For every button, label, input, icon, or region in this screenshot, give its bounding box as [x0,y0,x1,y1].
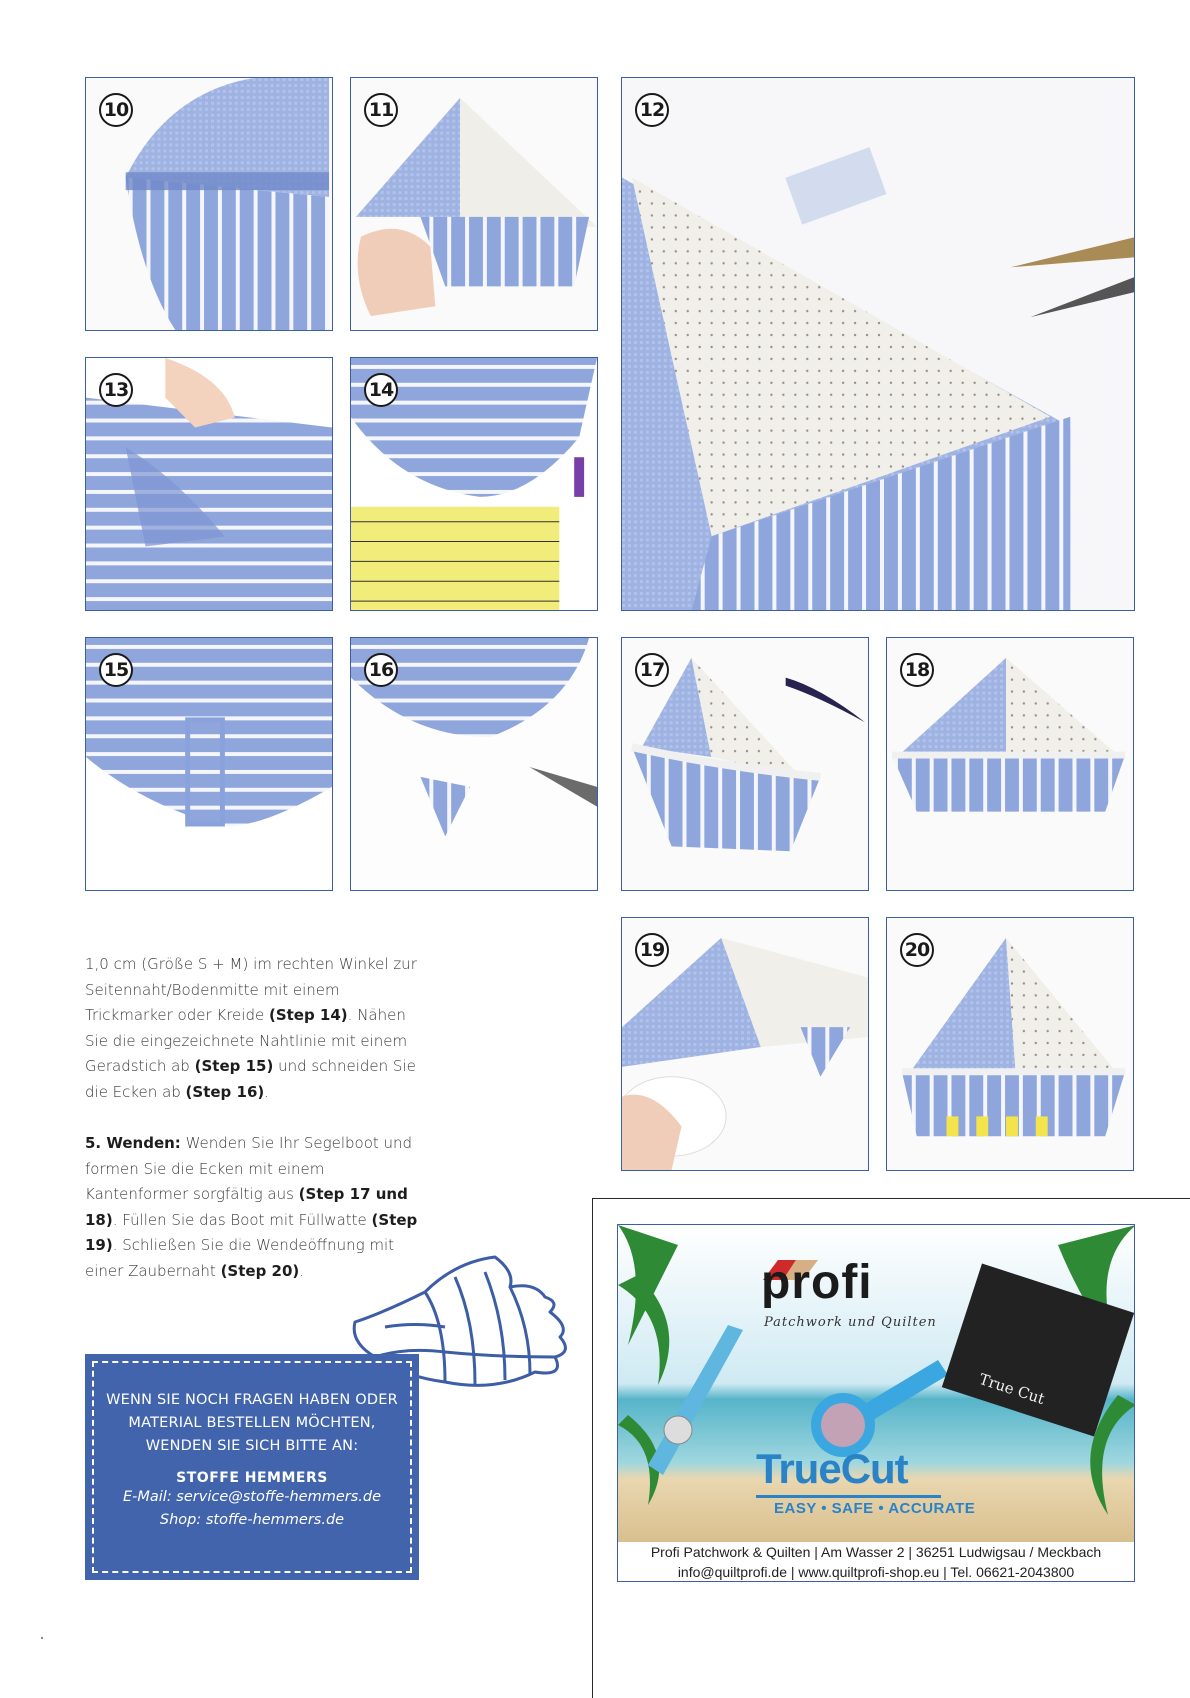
step-number-badge: 11 [364,93,398,127]
ad-footer [618,1542,1134,1582]
step-number-badge: 12 [635,93,669,127]
step-15-photo [85,637,333,891]
section-heading: 5. Wenden: [85,1134,181,1152]
step-number-badge: 10 [99,93,133,127]
step-17-photo [621,637,869,891]
advertisement[interactable] [617,1224,1135,1582]
info-heading: WENN SIE NOCH FRAGEN HABEN ODER MATERIAL BESTELLEN MÖCHTEN, WENDEN SIE SICH BITTE AN: [106,1392,398,1454]
shop-link[interactable]: Shop: stoffe-hemmers.de [159,1512,345,1528]
step-number-badge: 15 [99,653,133,687]
ad-address: Profi Patchwork & Quilten | Am Wasser 2 | 36251 Ludwigsau / Meckbach [650,1544,1102,1560]
step-number-badge: 17 [635,653,669,687]
text-span: Wenden Sie Ihr Segelboot und formen Sie die Ecken mit einem Kantenformer sorgfältig aus [85,1134,413,1203]
step-19-photo [621,917,869,1171]
company-name: STOFFE HEMMERS [176,1470,328,1486]
dashed-border [92,1361,412,1573]
page-marker [41,1637,43,1639]
step-13-photo [85,357,333,611]
ad-illustration [618,1225,1135,1542]
step-number-badge: 18 [900,653,934,687]
step-number-badge: 16 [364,653,398,687]
contact-info-box [85,1354,419,1580]
step-ref: (Step 15) [194,1057,274,1075]
text-span: . [264,1082,270,1101]
ad-contact[interactable]: info@quiltprofi.de | www.quiltprofi-shop.eu | Tel. 06621-2043800 [677,1564,1075,1580]
email-link[interactable]: E-Mail: service@stoffe-hemmers.de [122,1489,382,1505]
step-number-badge: 13 [99,373,133,407]
step-12-photo [621,77,1135,611]
step-14-photo [350,357,598,611]
step-20-photo [886,917,1134,1171]
text-span: . [299,1261,305,1280]
step-18-photo [886,637,1134,891]
profi-logo: profi [761,1256,873,1309]
step-ref: (Step 20) [220,1261,300,1280]
step-number-badge: 14 [364,373,398,407]
instruction-paragraph-1 [85,952,420,1105]
text-span: . Füllen Sie das Boot mit Füllwatte [112,1210,372,1229]
text-span: . Schließen Sie die Wendeöffnung mit einer Zaubernaht [85,1236,395,1280]
step-11-photo [350,77,598,331]
travel-kit-label: True Cut [976,1369,1047,1409]
step-number-badge: 19 [635,933,669,967]
truecut-tagline: EASY • SAFE • ACCURATE [774,1500,976,1517]
step-ref: (Step 19) [85,1210,418,1254]
step-16-photo [350,637,598,891]
text-span: 1,0 cm (Größe S + M) im rechten Winkel zur Seitennaht/Bodenmitte mit einem Trickmarker oder Kreide [85,955,417,1024]
step-10-photo [85,77,333,331]
profi-logo-subtitle: Patchwork und Quilten [764,1315,937,1330]
truecut-logo: TrueCut [756,1445,908,1492]
text-span: und schneiden Sie die Ecken ab [85,1057,416,1101]
step-ref: (Step 16) [185,1082,265,1101]
step-number-badge: 20 [900,933,934,967]
step-ref: (Step 14) [268,1006,348,1024]
instructions-text [85,952,420,1284]
step-ref: (Step 17 und 18) [85,1185,408,1229]
text-span: . Nähen Sie die eingezeichnete Nahtlinie mit einem Geradstich ab [85,1006,408,1075]
